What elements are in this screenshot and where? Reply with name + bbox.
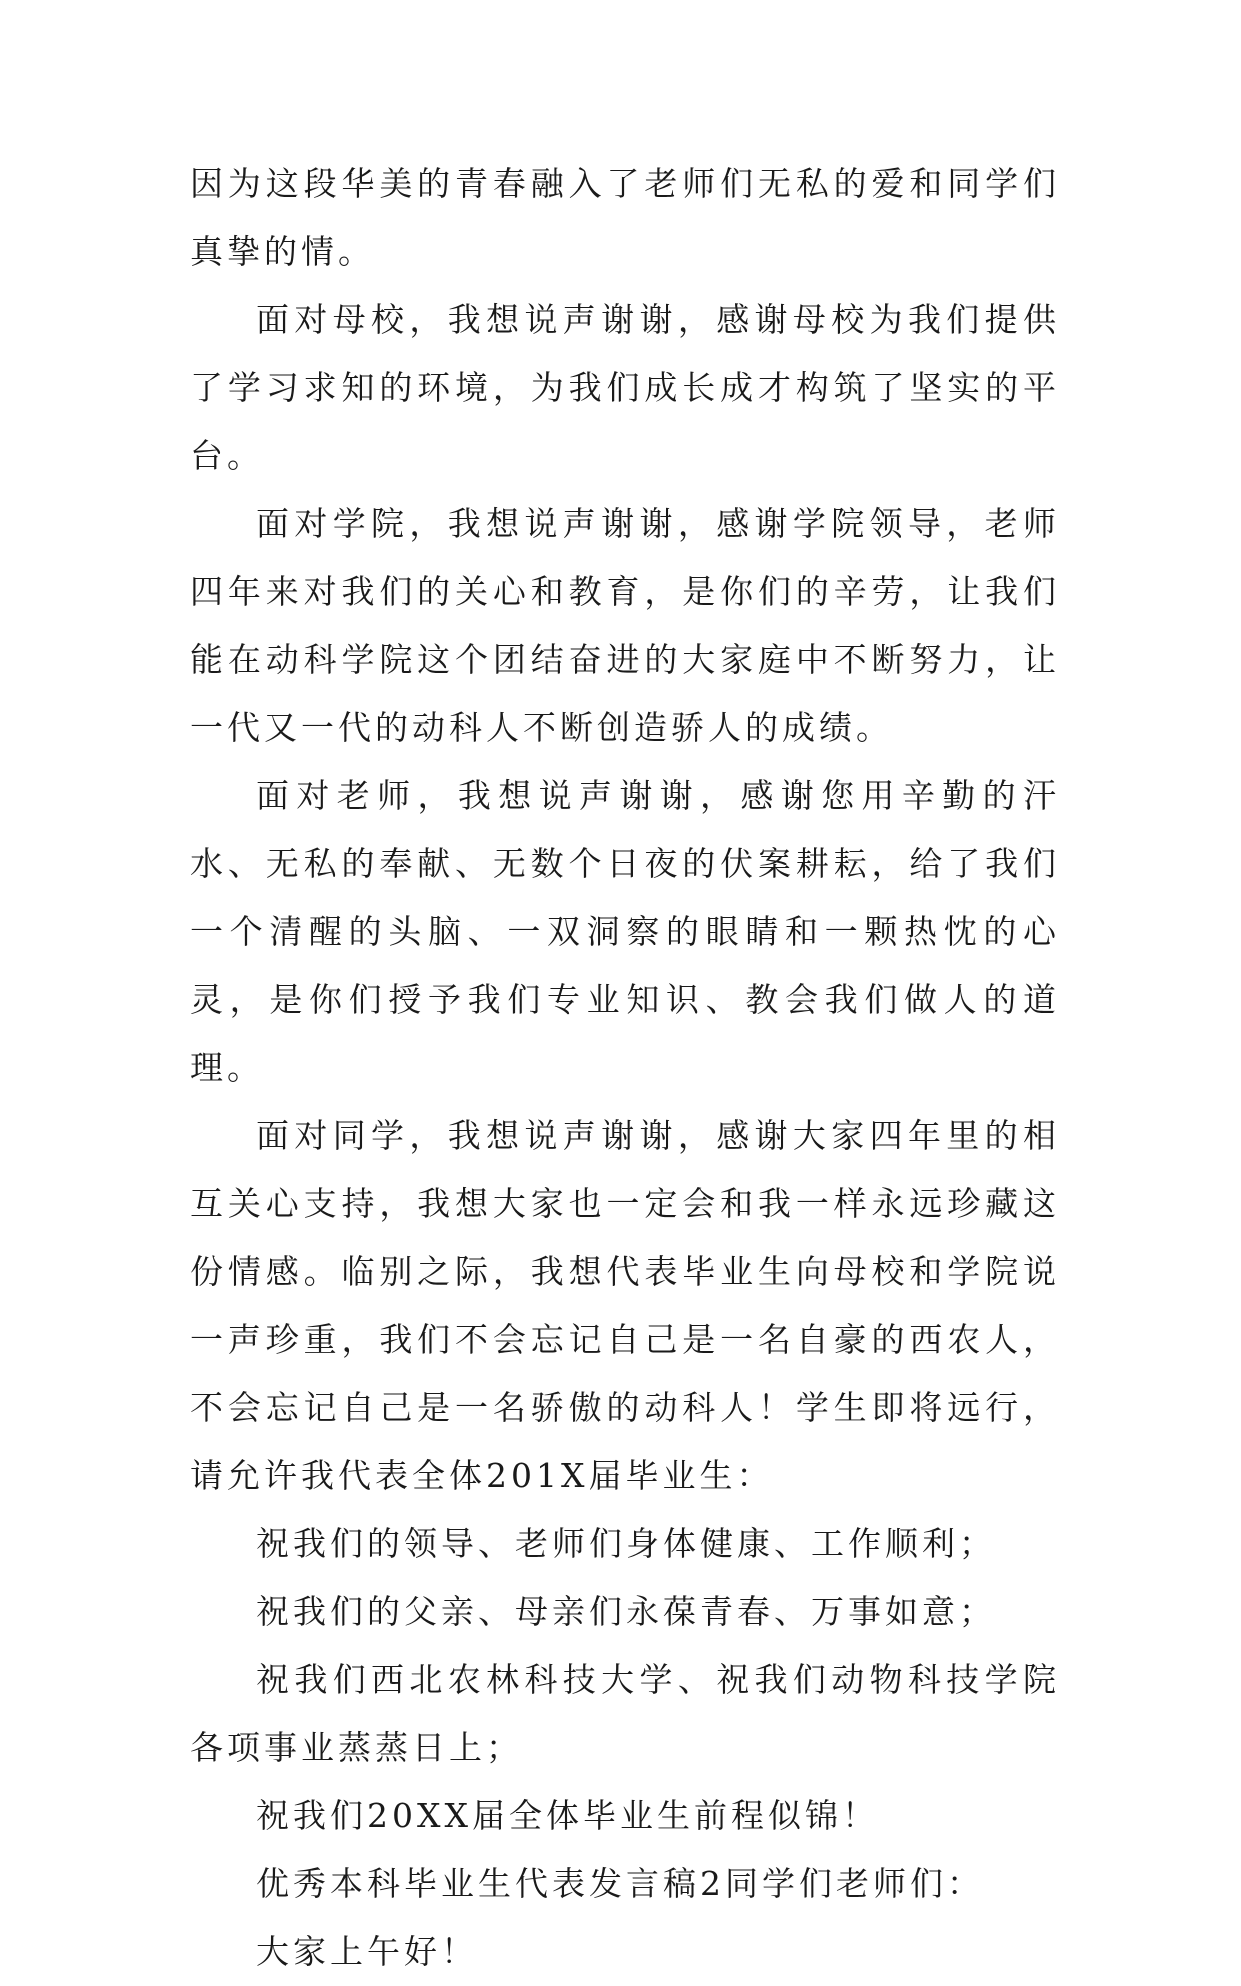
paragraph-10: 优秀本科毕业生代表发言稿2同学们老师们： <box>256 1864 984 1903</box>
paragraph-5: 面对同学，我想说声谢谢，感谢大家四年里的相互关心支持，我想大家也一定会和我一样永远珍藏这份情感。临别之际，我想代表毕业生向母校和学院说一声珍重，我们不会忘记自己是一名自豪的西农人，不会忘记自己是一名骄傲的动科人！学生即将远行，请允许我代表全体201X届毕业生： <box>190 1116 1060 1495</box>
paragraph-9: 祝我们20XX届全体毕业生前程似锦！ <box>256 1796 879 1835</box>
paragraph-4: 面对老师，我想说声谢谢，感谢您用辛勤的汗水、无私的奉献、无数个日夜的伏案耕耘，给了我们一个清醒的头脑、一双洞察的眼睛和一颗热忱的心灵，是你们授予我们专业知识、教会我们做人的道理。 <box>190 776 1060 1087</box>
paragraph-7: 祝我们的父亲、母亲们永葆青春、万事如意； <box>256 1592 996 1631</box>
paragraph-8: 祝我们西北农林科技大学、祝我们动物科技学院各项事业蒸蒸日上； <box>190 1660 1060 1767</box>
document-body <box>190 150 1060 1986</box>
paragraph-3: 面对学院，我想说声谢谢，感谢学院领导，老师四年来对我们的关心和教育，是你们的辛劳，让我们能在动科学院这个团结奋进的大家庭中不断努力，让一代又一代的动科人不断创造骄人的成绩。 <box>190 504 1060 747</box>
paragraph-11: 大家上午好！ <box>256 1932 478 1971</box>
paragraph-2: 面对母校，我想说声谢谢，感谢母校为我们提供了学习求知的环境，为我们成长成才构筑了坚实的平台。 <box>190 300 1060 475</box>
paragraph-1: 因为这段华美的青春融入了老师们无私的爱和同学们真挚的情。 <box>190 164 1060 271</box>
paragraph-6: 祝我们的领导、老师们身体健康、工作顺利； <box>256 1524 996 1563</box>
